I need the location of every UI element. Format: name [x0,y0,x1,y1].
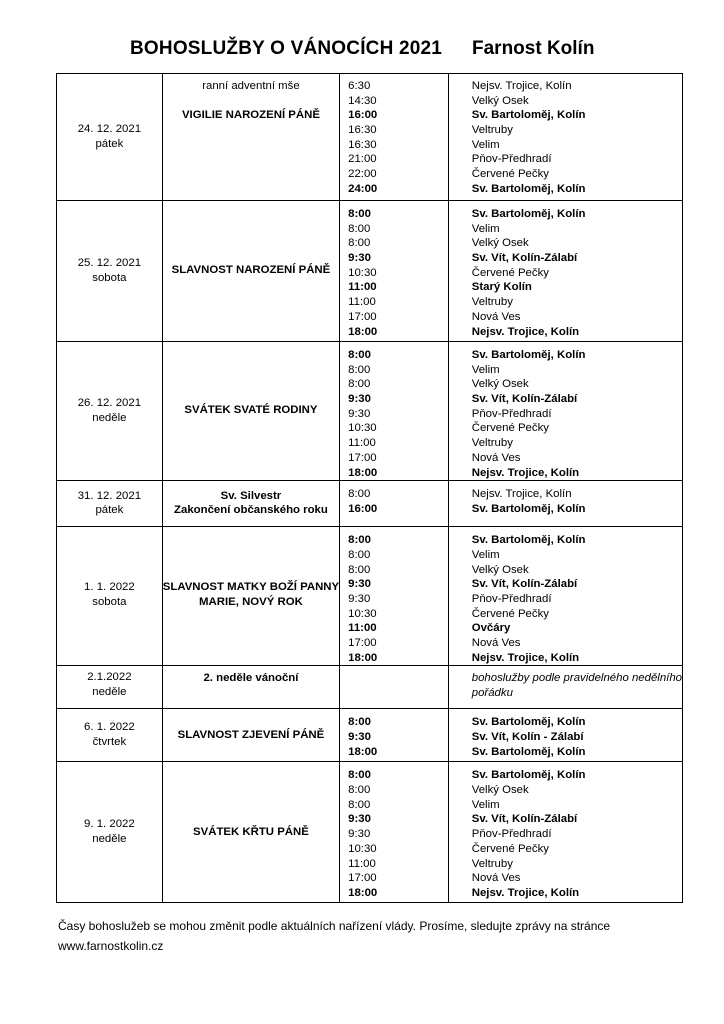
service-time: 8:00 [348,548,371,561]
service-time: 8:00 [348,363,371,376]
service-place: Sv. Bartoloměj, Kolín [471,502,586,515]
parish-name: Farnost Kolín [472,38,595,59]
service-time: 11:00 [348,857,376,870]
service-time: 10:30 [348,422,377,435]
service-place: Veltruby [471,124,513,137]
schedule-row [57,201,683,342]
event-cell [162,201,339,342]
date-cell [57,709,163,762]
service-place: Velim [471,363,500,376]
event-title: SVÁTEK KŘTU PÁNĚ [193,825,309,838]
place-cell [448,709,682,762]
service-place: Pňov-Předhradí [471,153,552,166]
service-time: 9:30 [348,828,371,841]
service-place: Nejsv. Trojice, Kolín [471,886,580,899]
service-place: Velký Osek [471,563,529,576]
footer-note [58,916,610,956]
event-title: 2. neděle vánoční [203,672,299,685]
service-place: Nejsv. Trojice, Kolín [471,488,572,501]
weekday-text: pátek [95,504,124,517]
service-place: Sv. Bartoloměj, Kolín [471,769,586,782]
service-place: Sv. Bartoloměj, Kolín [471,208,586,220]
service-time: 18:00 [348,745,378,758]
service-place: Pňov-Předhradí [471,407,552,420]
date-text: 6. 1. 2022 [84,721,135,734]
event-title: Zakončení občanského roku [174,504,328,517]
service-place: Nová Ves [471,310,521,323]
place-cell [448,342,682,481]
event-title [163,94,339,109]
service-place: Nejsv. Trojice, Kolín [471,651,580,664]
service-time: 8:00 [348,237,371,250]
weekday-text: sobota [92,595,127,608]
service-time: 16:00 [348,109,378,122]
event-title: MARIE, NOVÝ ROK [199,595,303,608]
date-text: 1. 1. 2022 [84,581,135,593]
service-time: 17:00 [348,872,377,885]
date-text: 25. 12. 2021 [77,256,142,269]
service-time: 16:30 [348,124,377,137]
service-time: 9:30 [348,578,371,591]
service-time: 18:00 [348,466,378,479]
service-time: 8:00 [348,784,371,797]
event-title: Sv. Silvestr [220,489,282,502]
service-place: Veltruby [471,296,513,309]
service-place: Velim [471,222,500,235]
service-time: 18:00 [348,886,378,899]
service-time: 6:30 [348,80,371,92]
time-cell [340,201,449,342]
service-place: Velim [471,138,500,151]
date-cell [57,481,163,527]
service-place: Sv. Vít, Kolín-Zálabí [471,393,578,406]
service-time [348,686,448,701]
service-place: Ovčáry [471,622,511,635]
service-time: 11:00 [348,296,376,309]
service-place: Červené Pečky [471,168,549,181]
service-time: 11:00 [348,437,376,450]
event-title: ranní adventní mše [202,80,300,92]
service-time: 8:00 [348,378,371,391]
date-cell [57,201,163,342]
place-cell [448,481,682,527]
footer-notice: Časy bohoslužeb se mohou změnit podle aktuálních nařízení vlády. Prosíme, sledujte zprávy na stránce [58,919,611,933]
service-place: Sv. Vít, Kolín-Zálabí [471,578,578,591]
service-time: 9:30 [348,592,371,605]
time-cell [340,527,449,666]
schedule-row [57,74,683,201]
weekday-text: pátek [95,137,124,150]
schedule-row [57,762,683,903]
service-time: 18:00 [348,651,378,664]
service-place: Nová Ves [471,451,521,464]
service-time: 22:00 [348,168,377,181]
date-text: 26. 12. 2021 [77,396,142,409]
service-place: Nejsv. Trojice, Kolín [471,325,580,338]
date-cell [57,666,163,709]
place-cell [448,74,682,201]
weekday-text: neděle [92,411,127,424]
service-place: Červené Pečky [471,422,549,435]
service-place: bohoslužby podle pravidelného nedělního [471,672,682,685]
date-text: 31. 12. 2021 [77,489,142,502]
service-place: Velký Osek [471,784,529,797]
service-time [348,671,448,686]
footer-website-link[interactable]: www.farnostkolin.cz [58,939,164,953]
schedule-row [57,527,683,666]
service-place: Veltruby [471,857,513,870]
event-title: SLAVNOST NAROZENÍ PÁNĚ [171,264,331,277]
service-time: 8:00 [348,488,371,501]
service-time: 9:30 [348,393,371,406]
service-time: 17:00 [348,451,377,464]
service-place: Velký Osek [471,378,529,391]
schedule-row [57,709,683,762]
service-time: 17:00 [348,637,377,649]
event-cell [162,666,339,709]
date-text: 2.1.2022 [87,671,132,684]
service-place: Červené Pečky [471,607,549,620]
schedule-row [57,342,683,481]
service-time: 8:00 [348,769,371,782]
service-time: 10:30 [348,842,377,855]
date-text: 9. 1. 2022 [84,818,135,831]
service-time: 8:00 [348,716,371,729]
service-place: Sv. Bartoloměj, Kolín [471,182,586,195]
page-title: BOHOSLUŽBY O VÁNOCÍCH 2021 [130,38,443,59]
schedule-row [57,481,683,527]
service-place: Sv. Vít, Kolín-Zálabí [471,252,578,265]
time-cell [340,762,449,903]
service-time: 17:00 [348,310,377,323]
service-place: Nejsv. Trojice, Kolín [471,80,572,92]
service-time: 9:30 [348,731,371,744]
event-cell [162,709,339,762]
service-place: Sv. Vít, Kolín-Zálabí [471,813,578,826]
service-place: Velký Osek [471,94,529,107]
time-cell [340,709,449,762]
weekday-text: sobota [92,271,127,284]
service-time: 9:30 [348,813,371,826]
service-place: Pňov-Předhradí [471,592,552,605]
service-time: 18:00 [348,325,378,338]
service-place: Velim [471,548,500,561]
service-time: 8:00 [348,563,371,576]
service-time: 8:00 [348,349,371,361]
event-title: SVÁTEK SVATÉ RODINY [184,404,318,417]
service-place: Starý Kolín [471,281,532,294]
service-place: Velim [471,798,500,811]
service-place: Sv. Bartoloměj, Kolín [471,349,586,361]
service-place: Veltruby [471,437,513,450]
event-cell [162,74,339,201]
service-time: 11:00 [348,622,377,635]
event-title: SLAVNOST MATKY BOŽÍ PANNY [162,581,340,593]
time-cell [340,74,449,201]
schedule-table [56,73,683,903]
service-place: Sv. Bartoloměj, Kolín [471,745,586,758]
place-cell [448,762,682,903]
service-time: 8:00 [348,534,371,547]
event-title: VIGILIE NAROZENÍ PÁNĚ [181,109,320,122]
weekday-text: neděle [92,832,127,845]
service-place: Sv. Bartoloměj, Kolín [471,534,586,547]
date-cell [57,74,163,201]
service-place: Velký Osek [471,237,529,250]
service-place: Nová Ves [471,637,521,649]
date-cell [57,342,163,481]
service-time: 16:00 [348,502,378,515]
date-cell [57,527,163,666]
service-time: 8:00 [348,208,371,220]
service-time: 21:00 [348,153,377,166]
weekday-text: neděle [92,686,127,699]
service-time: 16:30 [348,138,377,151]
service-time: 10:30 [348,266,377,279]
event-cell [162,481,339,527]
service-place: Nejsv. Trojice, Kolín [471,466,580,479]
service-place: Nová Ves [471,872,521,885]
service-place: Sv. Bartoloměj, Kolín [471,716,586,729]
event-title: SLAVNOST ZJEVENÍ PÁNĚ [177,728,325,741]
time-cell [340,481,449,527]
place-cell [448,666,682,709]
time-cell [340,666,449,709]
date-cell [57,762,163,903]
weekday-text: čtvrtek [92,735,127,748]
service-place: Pňov-Předhradí [471,828,552,841]
place-cell [448,527,682,666]
service-place: Sv. Bartoloměj, Kolín [471,109,586,122]
service-place: Sv. Vít, Kolín - Zálabí [471,731,584,744]
service-time: 9:30 [348,407,371,420]
service-time: 8:00 [348,798,371,811]
service-place: pořádku [471,687,513,700]
service-time: 9:30 [348,252,371,265]
date-text: 24. 12. 2021 [77,122,142,135]
service-place: Červené Pečky [471,266,549,279]
service-time: 14:30 [348,94,377,107]
service-time: 24:00 [348,182,378,195]
event-cell [162,342,339,481]
time-cell [340,342,449,481]
place-cell [448,201,682,342]
service-time: 11:00 [348,281,377,294]
service-place: Červené Pečky [471,842,549,855]
service-time: 8:00 [348,222,371,235]
event-cell [162,762,339,903]
schedule-row [57,666,683,709]
event-cell [162,527,339,666]
service-time: 10:30 [348,607,377,620]
